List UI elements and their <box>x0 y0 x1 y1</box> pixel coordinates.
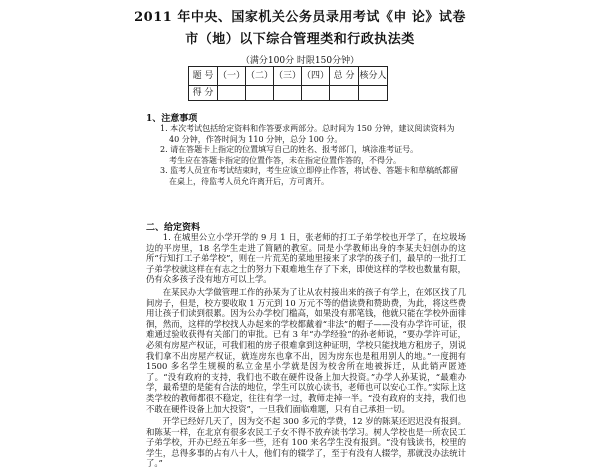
note-line: 2. 请在答题卡上指定的位置填写自己的姓名、报考部门，填涂准考证号。 <box>160 145 419 154</box>
score-cell-label: 题 号 <box>189 67 218 86</box>
material-paragraph: 在某民办大学做管理工作的孙某为了让从农村接出来的孩子有学上，在郊区找了几间房子，但是，校方要收取 1 万元到 10 万元不等的借读费和赞助费，为此，将这些费用让孩子们读到很累。因为公办学校门槛高，如果没有那笔钱，他就只能在学校外面徘徊，然而，这样的学校找人办起来的学校都戴着“非法”的帽子——没有办学许可证，很难通过验收获得有关部门的审批。已有 3 年“办学经验”的孙老师说，“要办学许可证，必须有房屋产权证，可我们租的房子很难拿到这种证明，学校只能找地方租房子，別说我们拿不出房屋产权证，就连房东也拿不出，因为房东也是租用别人的地。”一度拥有 1500 多名学生规模的私立金星小学就是因为校舍所在地被拆迁，从此销声匿迹了。“没有政府的支持，我们也不敢在硬件设备上加大投资。”办学人孙某说，“最难办学，最希望的是能有合法的地位，学生可以放心读书，老师也可以安心工作。”实际上这类学校的教师都很不稳定，往往有学一过，教师走掉一半。“没有政府的支持，我们也不敢在硬件设备上加大投资”，一旦我们面临难题，只有自己承担一切。 <box>146 286 466 414</box>
score-cell-q1: （一） <box>218 67 246 86</box>
exam-subtitle: 市（地）以下综合管理类和行政执法类 <box>185 32 415 47</box>
section-notes-heading: 1、注意事项 <box>146 114 198 124</box>
exam-title: 2011 年中央、国家机关公务员录用考试《申 论》试卷 <box>134 10 466 25</box>
score-blank <box>302 86 330 101</box>
score-cell-q2: （二） <box>246 67 274 86</box>
note-line: 3. 监考人员宣布考试结束时，考生应该立即停止作答，将试卷、答题卡和草稿纸都留 <box>160 166 459 175</box>
material-paragraph: 开学已经好几天了，因为交不起 300 多元的学费，12 岁的陈某还迟迟没有报到。和陈某一样，在北京有很多农民工子女不得不放弃读书学习。树人学校也是一所农民工子弟学校，开办已经五年多一些，还有 100 来名学生没有报到。“没有钱读书，校里的学生，总得多事的占有八十人，他们有的辍学了，至于有没有人辍学，那就没办法统计了。” <box>146 416 466 469</box>
score-cell-q3: （三） <box>274 67 302 86</box>
materials-body <box>146 232 466 471</box>
score-table-score-row <box>189 86 388 101</box>
note-line: 1. 本次考试包括给定资料和作答要求两部分。总时间为 150 分钟，建议阅读资料为 <box>160 124 455 133</box>
note-line: 考生应在答题卡指定的位置作答，未在指定位置作答的，不得分。 <box>169 155 401 165</box>
score-table-header-row <box>189 67 388 86</box>
score-blank <box>330 86 359 101</box>
notes-list <box>160 124 490 187</box>
score-table <box>188 66 388 101</box>
score-blank <box>246 86 274 101</box>
score-cell-q4: （四） <box>302 67 330 86</box>
score-cell-total: 总 分 <box>330 67 359 86</box>
section-materials-heading: 二、给定资料 <box>146 223 201 233</box>
note-line: 40 分钟，作答时间为 110 分钟，总分 100 分。 <box>169 134 343 144</box>
note-line: 在桌上，待监考人员允许离开后，方可离开。 <box>169 176 329 186</box>
score-row-label: 得 分 <box>189 86 218 101</box>
material-paragraph: 1. 在城里公立小学开学的 9 月 1 日，张老师的打工子弟学校也开学了，在垃圾场边的平房里，18 名学生走进了简陋的教室。同是小学教师出身的李某夫妇创办的这所“行知打工子弟学校”，则在一片荒芜的菜地里接来了求学的孩子们，最早的一批打工子弟学校就这样在有志之士的努力下艰难地生存了下来，即使这样的学校也数量有限，仍有众多孩子没有地方可以上学。 <box>146 232 466 285</box>
score-blank <box>274 86 302 101</box>
score-cell-checker: 核分人 <box>359 67 388 86</box>
score-time-info: （满分100分 时限150分钟） <box>240 56 360 66</box>
score-blank <box>218 86 246 101</box>
score-blank <box>359 86 388 101</box>
